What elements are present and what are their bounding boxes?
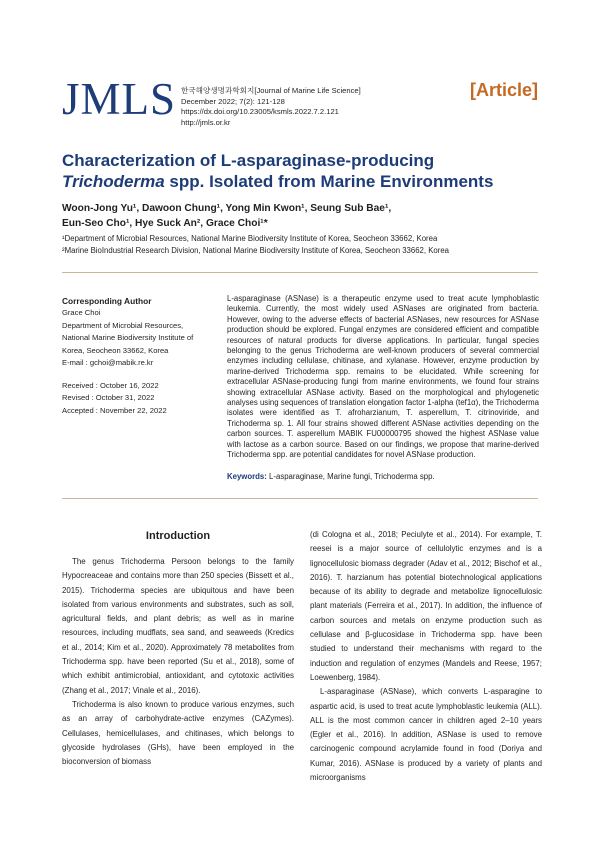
corresponding-name: Grace Choi bbox=[62, 308, 101, 318]
article-type-label: [Article] bbox=[469, 80, 538, 100]
author-list bbox=[62, 201, 462, 231]
received-date: Received : October 16, 2022 bbox=[62, 381, 159, 390]
title-line-2 bbox=[62, 171, 542, 192]
paragraph: Trichoderma is also known to produce various enzymes, such as an array of carbohydrate-active enzymes (CAZymes). Cellulases, hemicellulases, and chitinases, which belongs to glycoside hydrolases (GHs), have been employed in the bioconversion of biomass bbox=[62, 699, 294, 767]
keywords-label: Keywords: bbox=[227, 472, 267, 481]
corresponding-inst-2: Korea, Seocheon 33662, Korea bbox=[62, 345, 169, 355]
revised-date: Revised : October 31, 2022 bbox=[62, 393, 155, 403]
corresponding-email[interactable]: E-mail : gchoi@mabik.re.kr bbox=[62, 358, 154, 368]
title-line-2-rest: spp. Isolated from Marine Environments bbox=[164, 172, 494, 191]
section-heading-introduction: Introduction bbox=[145, 530, 211, 542]
bottom-divider bbox=[62, 498, 538, 499]
accepted-date: Accepted : November 22, 2022 bbox=[62, 405, 167, 415]
title-line-1: Characterization of L-asparaginase-producing bbox=[62, 151, 435, 170]
paragraph: The genus Trichoderma Persoon belongs to the family Hypocreaceae and contains more than 250 species (Bissett et al., 2015). Trichoderma species are ubiquitous and have been isolated from various environments and substrates, such as soil, agricultural fields, and plant debris; as well as in marine resources, including mudflats, sea sand, and seaweeds (Kredics et al., 2014; Kim et al., 2020). Approximately 78 metabolites from Trichoderma spp. have been reported (Su et al., 2018), some of which exhibit antimicrobial, antioxidant, and cytotoxic activities (Zhang et al., 2017; Vinale et al., 2016). bbox=[62, 557, 294, 695]
paper-title bbox=[62, 150, 542, 192]
journal-url[interactable]: http://jmls.or.kr bbox=[181, 117, 231, 127]
affiliation-1: ¹Department of Microbial Resources, National Marine Biodiversity Institute of Korea, Seocheon 33662, Korea bbox=[62, 234, 438, 243]
keywords bbox=[227, 472, 539, 481]
journal-info bbox=[181, 86, 361, 128]
affiliation-2: ²Marine BioIndustrial Research Division, National Marine Biodiversity Institute of Korea, Seocheon 33662, Korea bbox=[62, 245, 450, 255]
authors-line-2: Eun-Seo Cho¹, Hye Suck An², Grace Choi¹* bbox=[62, 218, 268, 229]
corresponding-heading: Corresponding Author bbox=[62, 296, 152, 306]
doi-link[interactable]: https://dx.doi.org/10.23005/ksmls.2022.7.2.121 bbox=[181, 107, 339, 117]
journal-name: 한국해양생명과학회지[Journal of Marine Life Science] bbox=[181, 86, 361, 95]
corresponding-inst-1: National Marine Biodiversity Institute of bbox=[62, 333, 194, 343]
journal-logo: JMLS bbox=[62, 74, 177, 124]
manuscript-dates bbox=[62, 380, 222, 417]
corresponding-dept: Department of Microbial Resources, bbox=[62, 320, 184, 330]
corresponding-author-block bbox=[62, 295, 222, 369]
abstract: L-asparaginase (ASNase) is a therapeutic enzyme used to treat acute lymphoblastic leukemia. Currently, the most widely used ASNases are originated from bacteria. However, owing to the adverse effects of bacterial ASNases, new resources for ASNase production should be explored. Fungal enzymes are considered efficient and compatible resources of natural products for diverse applications. In particular, fungal species belonging to the genus Trichoderma are well-known producers of several commercial enzymes including cellulase, chitinase, and xylanase. However, enzyme production by marine-derived Trichoderma spp. remains to be elucidated. While screening for extracellular ASNase-producing fungi from marine environments, we found four strains showing extracellular ASNase activity. Based on the morphological and phylogenetic analyses using sequences of translation elongation factor 1-alpha (tef1α), the Trichoderma isolates were identified as T. afroharzianum, T. asperellum, T. citrinoviride, and Trichoderma sp. 1. All four strains showed different ASNase activities depending on the carbon sources. T. asperellum MABIK FU00000795 showed the highest ASNase value with lactose as a carbon source. Based on our findings, we propose that marine-derived Trichoderma spp. are potential candidates for novel ASNase production. bbox=[227, 294, 539, 460]
top-divider bbox=[62, 272, 538, 273]
affiliations bbox=[62, 233, 532, 256]
paragraph: (di Cologna et al., 2018; Peciulyte et al., 2014). For example, T. reesei is a major source of cellulolytic enzymes and is a lignocellulosic biomass degrader (Adav et al., 2012; Bischof et al., 2016). T. harzianum has potential biotechnological applications because of its ability to degrade and metabolize lignocellulosic plant materials (Ferreira et al., 2017). In addition, the influence of carbon sources and metals on enzyme production such as cellulase and β-glucosidase in Trichoderma spp. have been studied to understand their mechanisms with regard to the induction and regulation of enzymes (Mandels and Reese, 1957; Loewenberg, 1984). bbox=[310, 530, 542, 682]
body-column-right bbox=[310, 528, 542, 785]
body-column-left bbox=[62, 555, 294, 769]
paragraph: L-asparaginase (ASNase), which converts L-asparagine to aspartic acid, is used to treat acute lymphoblastic leukemia (ALL). ALL is the most common cancer in children aged 2–10 years (Egler et al., 2016). In addition, ASNase is used to remove carcinogenic compound acrylamide found in food (Doriya and Kumar, 2016). ASNase is produced by a variety of plants and microorganisms bbox=[310, 687, 542, 783]
issue-line: December 2022; 7(2): 121-128 bbox=[181, 96, 285, 106]
authors-line-1: Woon-Jong Yu¹, Dawoon Chung¹, Yong Min Kwon¹, Seung Sub Bae¹, bbox=[62, 203, 392, 214]
keywords-text: L-asparaginase, Marine fungi, Trichoderma spp. bbox=[269, 472, 435, 481]
title-genus: Trichoderma bbox=[62, 172, 165, 191]
